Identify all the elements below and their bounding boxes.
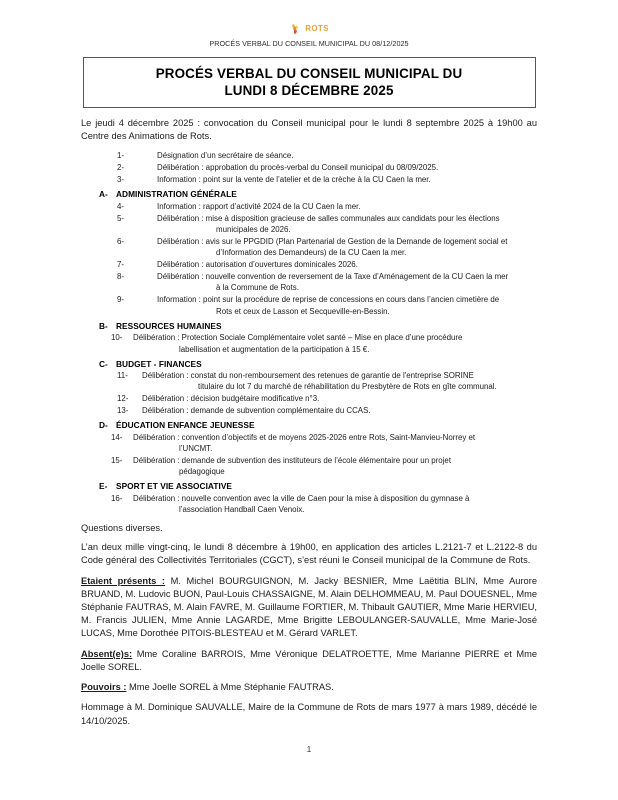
item-text [157,236,537,259]
item-text-main: Délibération : autorisation d’ouvertures dominicales 2026. [157,260,358,270]
present-members-paragraph [81,575,537,641]
item-text-main: Délibération : décision budgétaire modificative n°3. [142,394,320,404]
homage-paragraph: Hommage à M. Dominique SAUVALLE, Maire de la Commune de Rots de mars 1977 à mars 1989, décédé le 14/10/2025. [81,702,537,726]
item-text-main: Information : rapport d’activité 2024 de la CU Caen la mer. [157,201,361,211]
section-letter: E- [99,481,108,492]
list-item [111,332,537,355]
item-number: 11- [117,371,128,380]
section-letter: A- [99,189,108,200]
list-item [117,370,537,393]
section-c-items [81,370,537,417]
item-text-main: Information : point sur la procédure de reprise de concessions en cours dans l’ancien cimetière de [157,295,500,305]
section-d-items [81,432,537,478]
section-a-items [81,201,537,318]
item-text [157,271,537,294]
document-body [81,108,537,728]
item-text-main: Délibération : Protection Sociale Complémentaire volet santé – Mise en place d’une procédure [133,333,463,343]
present-list: M. Michel BOURGUIGNON, M. Jacky BESNIER, Mme Laëtitia BLIN, Mme Aurore BRUAND, M. Ludovic BUON, Paul-Louis CHASSAIGNE, M. Alain DELHOMMEAU, M. Paul DOUESNEL, Mme Stéphanie FAUTRAS, M. Alain FAVRE, M. Guillaume FORTIER, M. Thibault GAUTIER, Mme Marie HERVIEU, M. Francis JULIEN, Mme Annie LAGARDE, Mme Brigitte LEBOULANGER-SAUVALLE, Mme Marie-José LUCAS, Mme Dorothée PITOIS-BLESTEAU et M. Gérard VARLET. [81,575,537,639]
logo-block [0,22,618,36]
list-item [117,213,537,236]
list-item [117,405,537,416]
item-text [133,455,537,478]
section-b-items [81,332,537,355]
item-number: 2- [117,163,125,173]
item-text-main: Délibération : convention d’objectifs et de moyens 2025-2026 entre Rots, Saint-Manvieu-Norrey et [133,432,476,442]
section-title: RESSOURCES HUMAINES [116,320,222,331]
item-text: Information : point sur la vente de l’atelier et de la crèche à la CU Caen la mer. [157,175,431,185]
item-text-continuation: l’UNCMT. [179,444,213,454]
item-text-continuation: titulaire du lot 7 du marché de réhabilitation du Presbytère de Rots en gîte communal. [198,382,497,392]
list-item [117,201,537,212]
page-number: 1 [306,745,312,754]
item-number: 16- [111,493,123,503]
item-text-main: Délibération : avis sur le PPGDID (Plan Partenarial de Gestion de la Demande de logement social et [157,236,508,246]
section-e-items [81,493,537,516]
section-title: ADMINISTRATION GÉNÉRALE [116,189,237,200]
document-title-box [83,57,536,108]
item-text-main: Délibération : mise à disposition gracieuse de salles communales aux candidats pour les élections [157,213,500,223]
list-item [117,294,537,317]
item-number: 7- [117,260,125,270]
section-title: BUDGET - FINANCES [116,358,202,369]
item-number: 12- [117,394,129,404]
item-text-main: Délibération : demande de subvention des instituteurs de l’école élémentaire pour un projet [133,455,452,465]
agenda-preamble-list [81,150,537,185]
logo-wordmark: ROTS [305,24,329,33]
item-text-continuation: municipales de 2026. [216,224,291,234]
item-text-main: Délibération : nouvelle convention de reversement de la Taxe d’Aménagement de la CU Caen la mer [157,272,509,282]
item-text [142,370,537,393]
section-letter: C- [99,358,108,369]
list-item [111,432,537,455]
item-text [157,213,537,236]
section-heading-d [81,420,537,430]
page-title-line-2: LUNDI 8 DÉCEMBRE 2025 [224,83,394,98]
item-text: Délibération : approbation du procès-verbal du Conseil municipal du 08/09/2025. [157,163,439,173]
item-text: Désignation d’un secrétaire de séance. [157,151,294,161]
item-text [157,294,537,317]
item-text [133,432,537,455]
item-number: 8- [117,272,125,282]
item-text-main: Délibération : constat du non-remboursement des retenues de garantie de l'entreprise SORINE [142,371,474,380]
item-text-continuation: pédagogique [179,467,225,477]
item-text [157,201,537,212]
list-item [111,493,537,516]
list-item [111,455,537,478]
item-text-continuation: d’Information des Demandeurs) de la CU Caen la mer. [216,248,407,258]
item-text-continuation: à la Commune de Rots. [216,283,299,293]
item-text-continuation: labellisation et augmentation de la participation à 15 €. [179,344,370,354]
section-letter: D- [99,420,108,431]
item-number: 1- [117,151,125,161]
section-letter: B- [99,320,108,331]
item-number: 6- [117,236,125,246]
section-heading-e [81,481,537,491]
list-item [117,271,537,294]
powers-list: Mme Joelle SOREL à Mme Stéphanie FAUTRAS. [126,682,334,693]
item-text [133,493,537,516]
section-heading-b [81,321,537,331]
item-number: 9- [117,295,125,305]
list-item [117,393,537,404]
absent-label: Absent(e)s: [81,648,133,659]
item-text-continuation: Rots et ceux de Lasson et Secqueville-en-Bessin. [216,306,390,316]
questions-diverses: Questions diverses. [81,523,163,534]
powers-paragraph [81,681,537,694]
page-title-line-1: PROCÉS VERBAL DU CONSEIL MUNICIPAL DU [155,66,463,81]
document-header [0,0,618,48]
list-item [117,259,537,270]
item-number: 5- [117,213,125,223]
section-title: SPORT ET VIE ASSOCIATIVE [116,481,232,492]
item-number: 14- [111,432,123,442]
item-number: 15- [111,455,123,465]
powers-label: Pouvoirs : [81,682,127,693]
item-number: 4- [117,201,125,211]
convening-paragraph: L’an deux mille vingt-cinq, le lundi 8 décembre à 19h00, en application des articles L.2121-7 et L.2122-8 du Code général des Collectivités Territoriales (CGCT), s’est réuni le Conseil municipal de la Commune de Rots. [81,542,537,566]
item-number: 10- [111,333,123,343]
rots-crest-icon [289,23,302,36]
item-number: 3- [117,175,125,185]
item-text [142,405,537,416]
list-item [117,162,537,173]
item-text [133,332,537,355]
intro-paragraph: Le jeudi 4 décembre 2025 : convocation du Conseil municipal pour le lundi 8 septembre 2025 à 19h00 au Centre des Animations de Rots. [81,118,537,142]
section-heading-a [81,189,537,199]
item-text-main: Délibération : demande de subvention complémentaire du CCAS. [142,406,371,416]
item-text [142,393,537,404]
list-item [117,150,537,161]
list-item [117,236,537,259]
absent-members-paragraph [81,648,537,674]
absent-list: Mme Coraline BARROIS, Mme Véronique DELATROETTE, Mme Marianne PIERRE et Mme Joelle SOREL. [81,648,537,672]
item-text [157,259,537,270]
item-text-main: Délibération : nouvelle convention avec la ville de Caen pour la mise à disposition du gymnase à [133,493,470,503]
item-text-continuation: l’association Handball Caen Venoix. [179,505,305,515]
section-heading-c [81,359,537,369]
section-title: ÉDUCATION ENFANCE JEUNESSE [116,420,255,431]
present-label: Etaient présents : [81,575,166,586]
list-item [117,174,537,185]
item-number: 13- [117,406,129,416]
running-head: PROCÉS VERBAL DU CONSEIL MUNICIPAL DU 08/12/2025 [209,39,409,48]
